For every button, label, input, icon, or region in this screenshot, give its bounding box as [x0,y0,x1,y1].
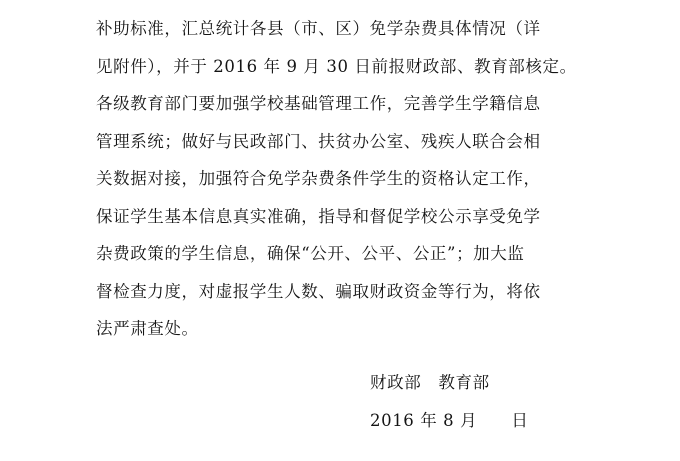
body-line: 各级教育部门要加强学校基础管理工作，完善学生学籍信息 [96,94,541,113]
signature-block [370,364,529,439]
body-line: 保证学生基本信息真实准确，指导和督促学校公示享受免学 [96,206,541,226]
body-line: 管理系统；做好与民政部门、扶贫办公室、残疾人联合会相 [96,131,541,151]
body-line: 关数据对接，加强符合免学杂费条件学生的资格认定工作， [96,169,541,188]
issue-date: 2016 年 8 月 日 [370,410,529,430]
issuing-authorities: 财政部 教育部 [370,373,490,392]
body-line: 补助标准，汇总统计各县（市、区）免学杂费具体情况（详 [96,19,541,38]
body-line: 杂费政策的学生信息，确保“公开、公平、公正”；加大监 [96,244,525,263]
body-line: 督检查力度，对虚报学生人数、骗取财政资金等行为，将依 [96,281,541,301]
body-line: 法严肃查处。 [96,319,199,338]
body-line: 见附件），并于 2016 年 9 月 30 日前报财政部、教育部核定。 [96,56,577,76]
document-body [96,10,596,348]
